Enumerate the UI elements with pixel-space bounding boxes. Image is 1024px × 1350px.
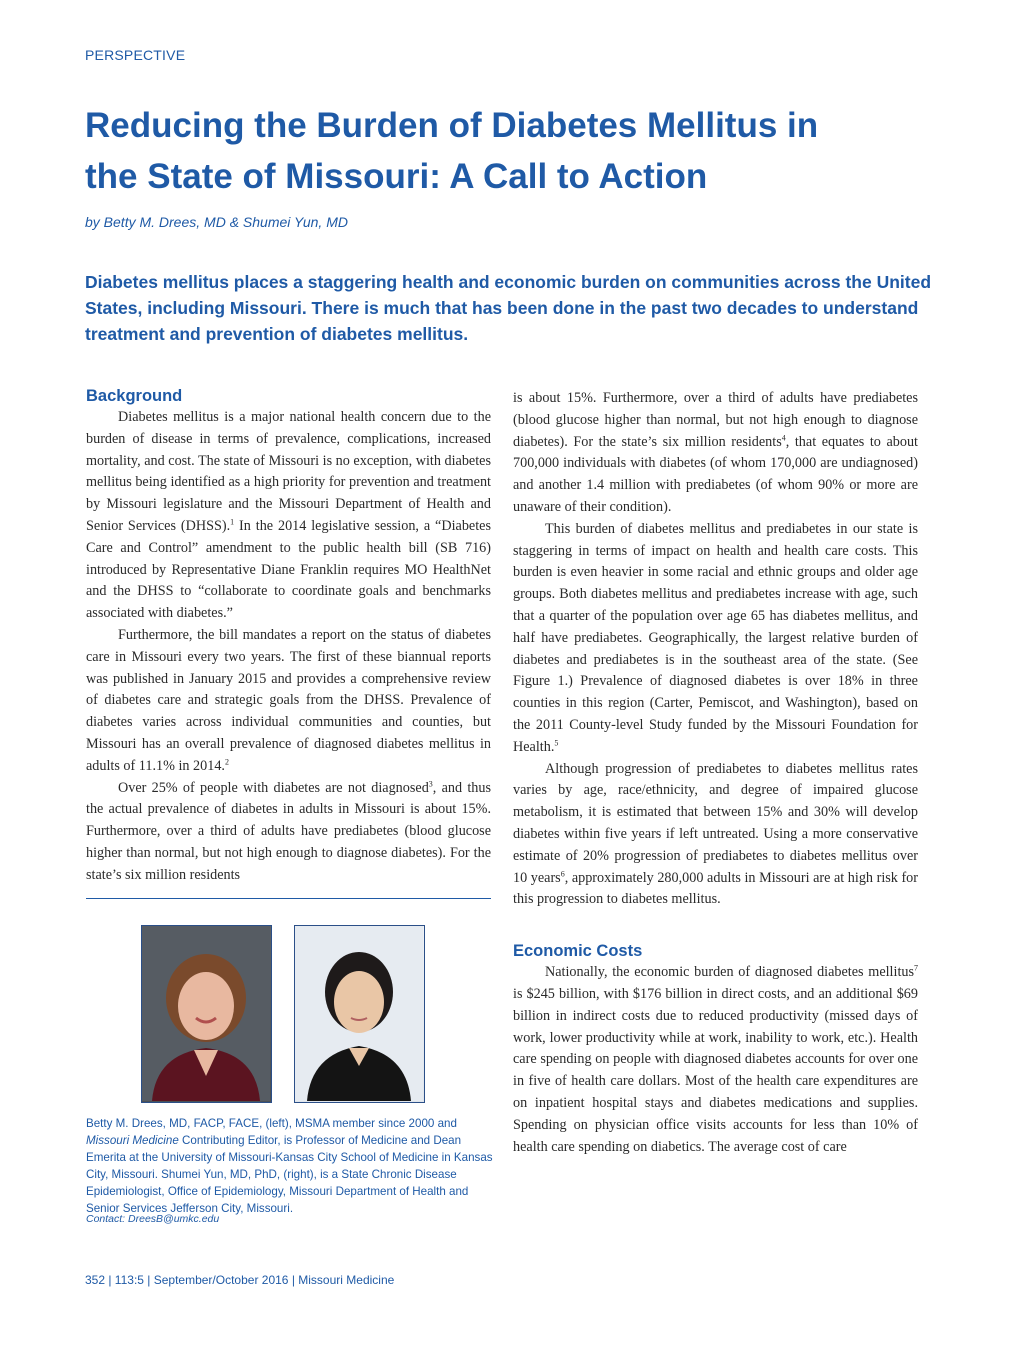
byline: by Betty M. Drees, MD & Shumei Yun, MD — [85, 214, 348, 230]
economic-paragraph-1: Nationally, the economic burden of diagnosed diabetes mellitus$^7$ is $245 billion, with $176 billion in direct costs, and an additional $69 billion in indirect costs due to reduced productivity (missed days of work, lower productivity while at work, inability to work, etc.). Health care spending on people with diagnosed diabetes accounts for over one in five of health care dollars. Most of the health care expenditures are on inpatient hospital stays and diabetes medications and supplies. Spending on physician office visits accounts for less than 10% of health care spending on diabetics. The average cost of care — [513, 963, 918, 1155]
background-paragraph-5: Although progression of prediabetes to diabetes mellitus rates varies by age, race/ethnicity, and degree of impaired glucose metabolism, it is estimated that between 15% and 30% will develop diabetes within five years if left untreated. Using a more conservative estimate of 20% progression of prediabetes to diabetes mellitus over 10 years$^6$, approximately 280,000 adults in Missouri are at high risk for this progression to diabetes mellitus. — [513, 760, 918, 908]
background-paragraph-2: Furthermore, the bill mandates a report on the status of diabetes care in Missouri every two years. The first of these biannual reports was published in January 2015 and provides a comprehensive review of diabetes care and strategic goals from the DHSS. Prevalence of diabetes varies across individual communities and counties, but Missouri has an overall prevalence of diagnosed diabetes mellitus in adults of 11.1% in 2014.$^2$ — [86, 626, 491, 774]
journal-name: Missouri Medicine — [86, 1134, 179, 1147]
reference-7: 7 — [914, 963, 918, 973]
author-photo-yun — [294, 925, 425, 1103]
portrait-drees-image — [142, 926, 270, 1101]
right-column — [513, 388, 918, 1158]
background-paragraph-3-continued: is about 15%. Furthermore, over a third of adults have prediabetes (blood glucose higher than normal, but not high enough to diagnose diabetes). For the state’s six million residents$^4$, that equates to about 700,000 individuals with diabetes (of whom 170,000 are undiagnosed) and another 1.4 million with prediabetes (of whom 90% or more are unaware of their condition). — [513, 390, 918, 515]
title-line-2: the State of Missouri: A Call to Action — [85, 157, 708, 196]
section-divider — [86, 898, 491, 899]
reference-6: 6 — [560, 868, 565, 878]
economic-costs-heading: Economic Costs — [513, 942, 643, 961]
left-column — [86, 385, 492, 883]
background-heading: Background — [86, 387, 183, 405]
reference-4: 4 — [781, 432, 786, 442]
section-label: PERSPECTIVE — [85, 47, 186, 63]
continued-text: is about 15%. Furthermore, over a third of adults have prediabetes (blood glucose higher than normal, but not high enough to diagnose diabetes). For the state’s six million residents — [513, 390, 918, 450]
title-line-1: Reducing the Burden of Diabetes Mellitus in — [85, 106, 819, 145]
intro-paragraph: Diabetes mellitus places a staggering health and economic burden on communities across the United States, including Missouri. There is much that has been done in the past two decades to understand treatment and prevention of diabetes mellitus. — [85, 272, 932, 344]
background-paragraph-3: Over 25% of people with diabetes are not diagnosed$^3$, and thus the actual prevalence of diabetes in adults in Missouri is about 15%. Furthermore, over a third of adults have prediabetes (blood glucose higher than normal, but not high enough to diagnose diabetes). For the state’s six million residents — [86, 778, 492, 883]
portrait-yun-image — [295, 926, 423, 1101]
article-title — [85, 100, 945, 202]
author-caption: Betty M. Drees, MD, FACP, FACE, (left), MSMA member since 2000 and Missouri Medicine Contributing Editor, is Professor of Medicine and Dean Emerita at the University of Missouri-Kansas City School of Medicine in Kansas City, Missouri. Shumei Yun, MD, PhD, (right), is a State Chronic Disease Epidemiologist, Office of Epidemiology, Missouri Department of Health and Senior Services Jefferson City, Missouri. — [86, 1117, 493, 1215]
reference-1: 1 — [230, 517, 235, 527]
page-footer: 352 | 113:5 | September/October 2016 | Missouri Medicine — [85, 1273, 395, 1287]
contact-email[interactable]: Contact: DreesB@umkc.edu — [86, 1213, 220, 1225]
reference-5: 5 — [554, 738, 559, 748]
author-photo-drees — [141, 925, 272, 1103]
reference-2: 2 — [224, 757, 229, 767]
background-paragraph-1: Diabetes mellitus is a major national health concern due to the burden of disease in terms of prevalence, complications, increased mortality, and cost. The state of Missouri is no exception, with diabetes mellitus being identified as a high priority for prevention and treatment by Missouri legislature and the Missouri Department of Health and Senior Services (DHSS).$^1$ In the 2014 legislative session, a “Diabetes Care and Control” amendment to the public health bill (SB 716) introduced by Representative Diane Franklin requires MO HealthNet and the DHSS to “collaborate to coordinate goals and benchmarks associated with diabetes.” — [86, 409, 491, 622]
background-paragraph-4: This burden of diabetes mellitus and prediabetes in our state is staggering in terms of impact on health and health care costs. This burden is even heavier in some racial and ethnic groups and older age groups. Both diabetes mellitus and prediabetes increase with age, such that a quarter of the population over age 65 has diabetes mellitus, and half have prediabetes. Geographically, the largest relative burden of diabetes and prediabetes is in the southeast area of the state. (See Figure 1.) Prevalence of diagnosed diabetes is over 18% in three counties in this region (Carter, Pemiscot, and Washington), based on the 2011 County-level Study funded by the Missouri Foundation for Health.$^5$ — [513, 520, 918, 755]
reference-3: 3 — [428, 778, 433, 788]
